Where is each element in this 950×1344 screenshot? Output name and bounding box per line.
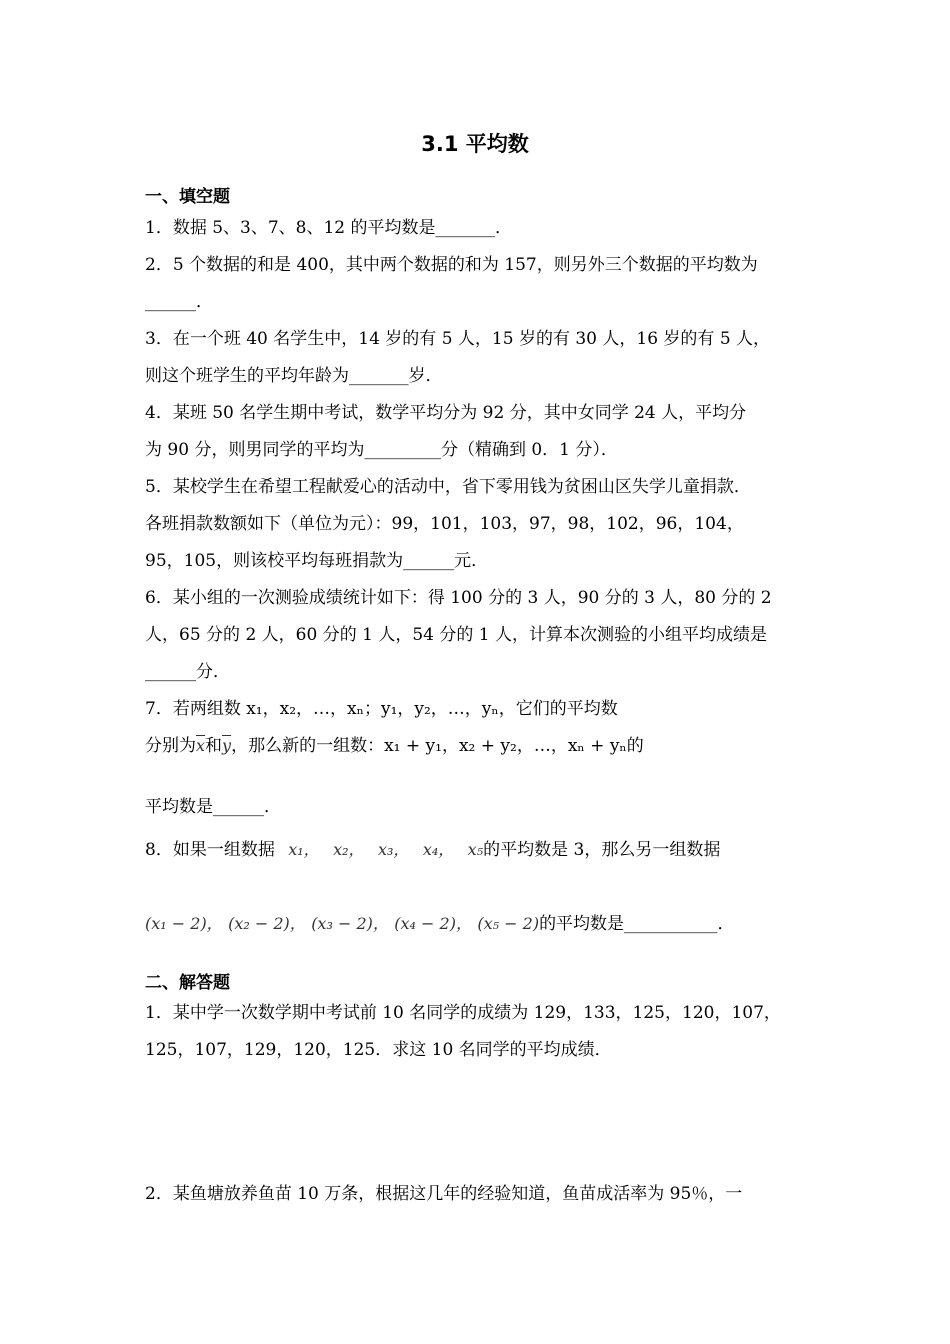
section-heading-fill-blank: 一、填空题 — [145, 187, 230, 207]
fill-q7-line2-suffix: ，那么新的一组数：x₁ + y₁，x₂ + y₂，…，xₙ + yₙ的 — [231, 736, 644, 756]
var-x2: x₂， — [333, 840, 365, 859]
var-x5: x₅ — [467, 840, 484, 859]
answer-q1-line2: 125，107，129，120，125．求这 10 名同学的平均成绩． — [145, 1040, 612, 1060]
term-x4-minus-2: (x₄ − 2)， — [394, 914, 472, 933]
fill-q7-and: 和 — [205, 736, 223, 756]
fill-q5-line3: 95，105，则该校平均每班捐款为______元． — [145, 551, 489, 571]
fill-q8-line2 — [145, 912, 735, 936]
fill-q8-prefix: 8．如果一组数据 — [145, 840, 275, 860]
fill-q5-line2: 各班捐款数额如下（单位为元）：99，101，103，97，98，102，96，104， — [145, 514, 744, 534]
page-title: 3.1 平均数 — [421, 132, 529, 156]
term-x3-minus-2: (x₃ − 2)， — [311, 914, 389, 933]
fill-q3-line2: 则这个班学生的平均年龄为_______岁． — [145, 366, 443, 386]
var-x1: x₁， — [288, 840, 320, 859]
fill-q6-line3: ______分． — [145, 662, 230, 682]
fill-q4-line1: 4．某班 50 名学生期中考试，数学平均分为 92 分，其中女同学 24 人，平均分 — [145, 403, 747, 423]
var-x4: x₄， — [422, 840, 455, 859]
fill-q8-suffix: 的平均数是 3，那么另一组数据 — [483, 840, 721, 860]
fill-q7-line3: 平均数是______． — [145, 797, 281, 817]
term-x1-minus-2: (x₁ − 2)， — [145, 914, 223, 933]
x-bar-symbol: $\overline{x}$ — [196, 736, 206, 755]
fill-q7-line1: 7．若两组数 x₁，x₂，…，xₙ；y₁，y₂，…，yₙ，它们的平均数 — [145, 699, 618, 719]
fill-q3-line1: 3．在一个班 40 名学生中，14 岁的有 5 人，15 岁的有 30 人，16 岁的有 5 人， — [145, 329, 771, 349]
answer-q1-line1: 1．某中学一次数学期中考试前 10 名同学的成绩为 129，133，125，120，107， — [145, 1003, 781, 1023]
var-x3: x₃， — [377, 840, 410, 859]
fill-q6-line1: 6．某小组的一次测验成绩统计如下：得 100 分的 3 人，90 分的 3 人，80 分的 2 — [145, 588, 772, 608]
section-heading-answer: 二、解答题 — [145, 973, 230, 993]
answer-q2-line1: 2．某鱼塘放养鱼苗 10 万条，根据这几年的经验知道，鱼苗成活率为 95％，一 — [145, 1184, 743, 1204]
fill-q8-line2-suffix: 的平均数是___________． — [539, 914, 735, 934]
y-bar-symbol: $\overline{y}$ — [222, 736, 232, 755]
fill-q6-line2: 人，65 分的 2 人，60 分的 1 人，54 分的 1 人，计算本次测验的小组平均成绩是 — [145, 625, 767, 645]
fill-q2-line2: ______． — [145, 292, 213, 312]
fill-q7-line2-prefix: 分别为 — [145, 736, 196, 756]
fill-q4-line2: 为 90 分，则男同学的平均为_________分（精确到 0．1 分）． — [145, 440, 618, 460]
fill-q7-line2 — [145, 734, 644, 758]
fill-q5-line1: 5．某校学生在希望工程献爱心的活动中，省下零用钱为贫困山区失学儿童捐款． — [145, 477, 751, 497]
fill-q2-line1: 2．5 个数据的和是 400，其中两个数据的和为 157，则另外三个数据的平均数为 — [145, 255, 758, 275]
term-x2-minus-2: (x₂ − 2)， — [228, 914, 306, 933]
term-x5-minus-2: (x₅ − 2) — [477, 914, 540, 933]
fill-q8-line1 — [145, 838, 720, 862]
fill-q1: 1．数据 5、3、7、8、12 的平均数是_______． — [145, 218, 513, 238]
